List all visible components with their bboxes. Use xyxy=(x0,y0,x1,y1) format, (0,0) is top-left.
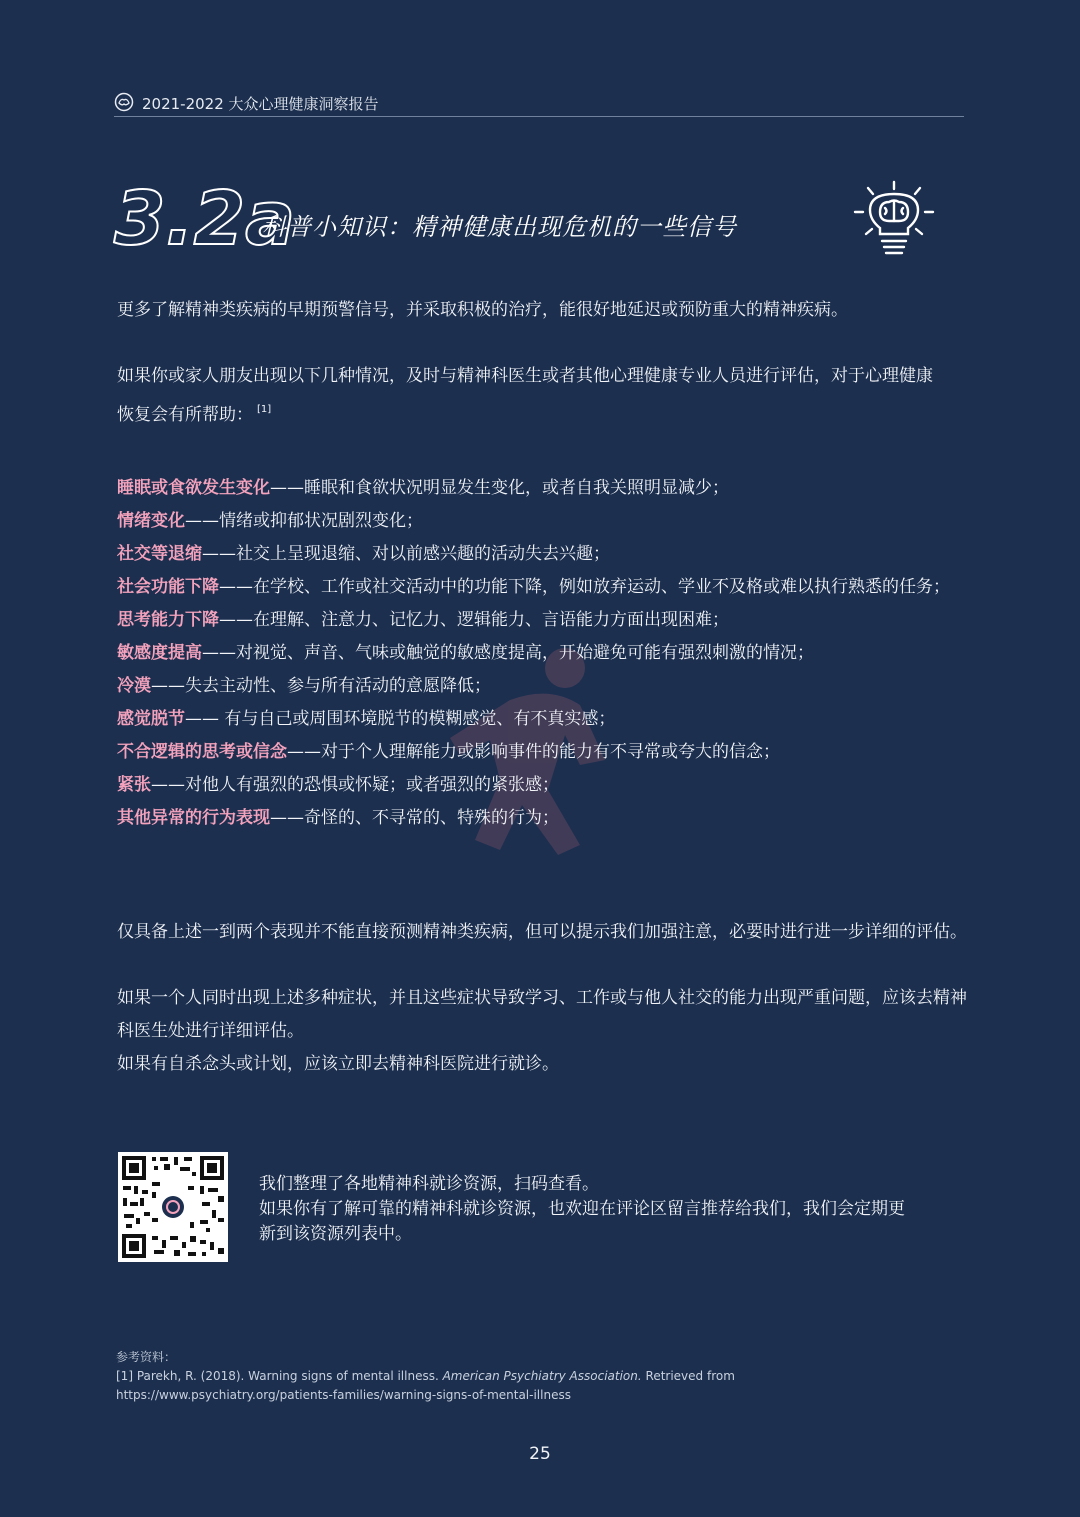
qr-description xyxy=(259,1172,909,1247)
sign-term: 社交等退缩 xyxy=(117,544,202,564)
list-item xyxy=(117,637,977,670)
list-item xyxy=(117,670,977,703)
warning-signs-list xyxy=(117,472,977,835)
sign-term: 不合逻辑的思考或信念 xyxy=(117,742,287,762)
sign-description: —— 有与自己或周围环境脱节的模糊感觉、有不真实感； xyxy=(185,709,616,729)
sign-description: ——在学校、工作或社交活动中的功能下降，例如放弃运动、学业不及格或难以执行熟悉的任务； xyxy=(219,577,950,597)
intro-paragraph-2-text: 如果你或家人朋友出现以下几种情况，及时与精神科医生或者其他心理健康专业人员进行评估，对于心理健康恢复会有所帮助： xyxy=(117,366,933,425)
report-title: 2021-2022 大众心理健康洞察报告 xyxy=(142,95,379,113)
sign-description: ——奇怪的、不寻常的、特殊的行为； xyxy=(270,808,559,828)
sign-term: 敏感度提高 xyxy=(117,643,202,663)
advice-paragraph-3: 如果有自杀念头或计划，应该立即去精神科医院进行就诊。 xyxy=(117,1054,559,1074)
sign-description: ——对视觉、声音、气味或触觉的敏感度提高，开始避免可能有强烈刺激的情况； xyxy=(202,643,814,663)
reference-item xyxy=(116,1367,946,1405)
sign-description: ——情绪或抑郁状况剧烈变化； xyxy=(185,511,423,531)
list-item xyxy=(117,472,977,505)
sign-term: 紧张 xyxy=(117,775,151,795)
citation-ref: [1] xyxy=(257,404,272,415)
sign-description: ——对于个人理解能力或影响事件的能力有不寻常或夸大的信念； xyxy=(287,742,780,762)
sign-term: 其他异常的行为表现 xyxy=(117,808,270,828)
list-item xyxy=(117,604,977,637)
sign-description: ——睡眠和食欲状况明显发生变化，或者自我关照明显减少； xyxy=(270,478,729,498)
header-logo-icon xyxy=(114,92,134,112)
reference-text: [1] Parekh, R. (2018). Warning signs of mental illness. xyxy=(116,1369,443,1383)
reference-journal: American Psychiatry Association. xyxy=(442,1369,642,1383)
sign-term: 冷漠 xyxy=(117,676,151,696)
list-item xyxy=(117,769,977,802)
sign-term: 感觉脱节 xyxy=(117,709,185,729)
qr-code[interactable] xyxy=(118,1152,228,1262)
list-item xyxy=(117,703,977,736)
qr-text-line-1: 我们整理了各地精神科就诊资源，扫码查看。 xyxy=(259,1174,599,1194)
sign-term: 睡眠或食欲发生变化 xyxy=(117,478,270,498)
sign-term: 社会功能下降 xyxy=(117,577,219,597)
section-number xyxy=(114,176,296,262)
list-item xyxy=(117,802,977,835)
reference-url: Retrieved from https://www.psychiatry.org/patients-families/warning-signs-of-mental-illness xyxy=(116,1369,735,1402)
lightbulb-brain-icon xyxy=(852,180,936,256)
header-divider xyxy=(114,116,964,117)
sign-term: 思考能力下降 xyxy=(117,610,219,630)
advice-paragraph-1: 仅具备上述一到两个表现并不能直接预测精神类疾病，但可以提示我们加强注意，必要时进行进一步详细的评估。 xyxy=(117,922,967,942)
page-header xyxy=(114,90,964,118)
sign-description: ——对他人有强烈的恐惧或怀疑；或者强烈的紧张感； xyxy=(151,775,559,795)
qr-text-line-2: 如果你有了解可靠的精神科就诊资源，也欢迎在评论区留言推荐给我们，我们会定期更新到该资源列表中。 xyxy=(259,1199,905,1244)
list-item xyxy=(117,736,977,769)
sign-term: 情绪变化 xyxy=(117,511,185,531)
sign-description: ——社交上呈现退缩、对以前感兴趣的活动失去兴趣； xyxy=(202,544,610,564)
references-heading: 参考资料： xyxy=(116,1350,177,1364)
list-item xyxy=(117,571,977,604)
section-title: 科普小知识：精神健康出现危机的一些信号 xyxy=(262,213,737,241)
section-number-text: 3.2a xyxy=(114,176,296,262)
list-item xyxy=(117,505,977,538)
sign-description: ——失去主动性、参与所有活动的意愿降低； xyxy=(151,676,491,696)
list-item xyxy=(117,538,977,571)
sign-description: ——在理解、注意力、记忆力、逻辑能力、言语能力方面出现困难； xyxy=(219,610,729,630)
intro-paragraph-2 xyxy=(117,360,947,432)
intro-paragraph-1: 更多了解精神类疾病的早期预警信号，并采取积极的治疗，能很好地延迟或预防重大的精神疾病。 xyxy=(117,300,848,320)
advice-paragraph-2: 如果一个人同时出现上述多种症状，并且这些症状导致学习、工作或与他人社交的能力出现严重问题，应该去精神科医生处进行详细评估。 xyxy=(117,988,967,1041)
page-number: 25 xyxy=(529,1444,551,1464)
references xyxy=(116,1348,946,1405)
